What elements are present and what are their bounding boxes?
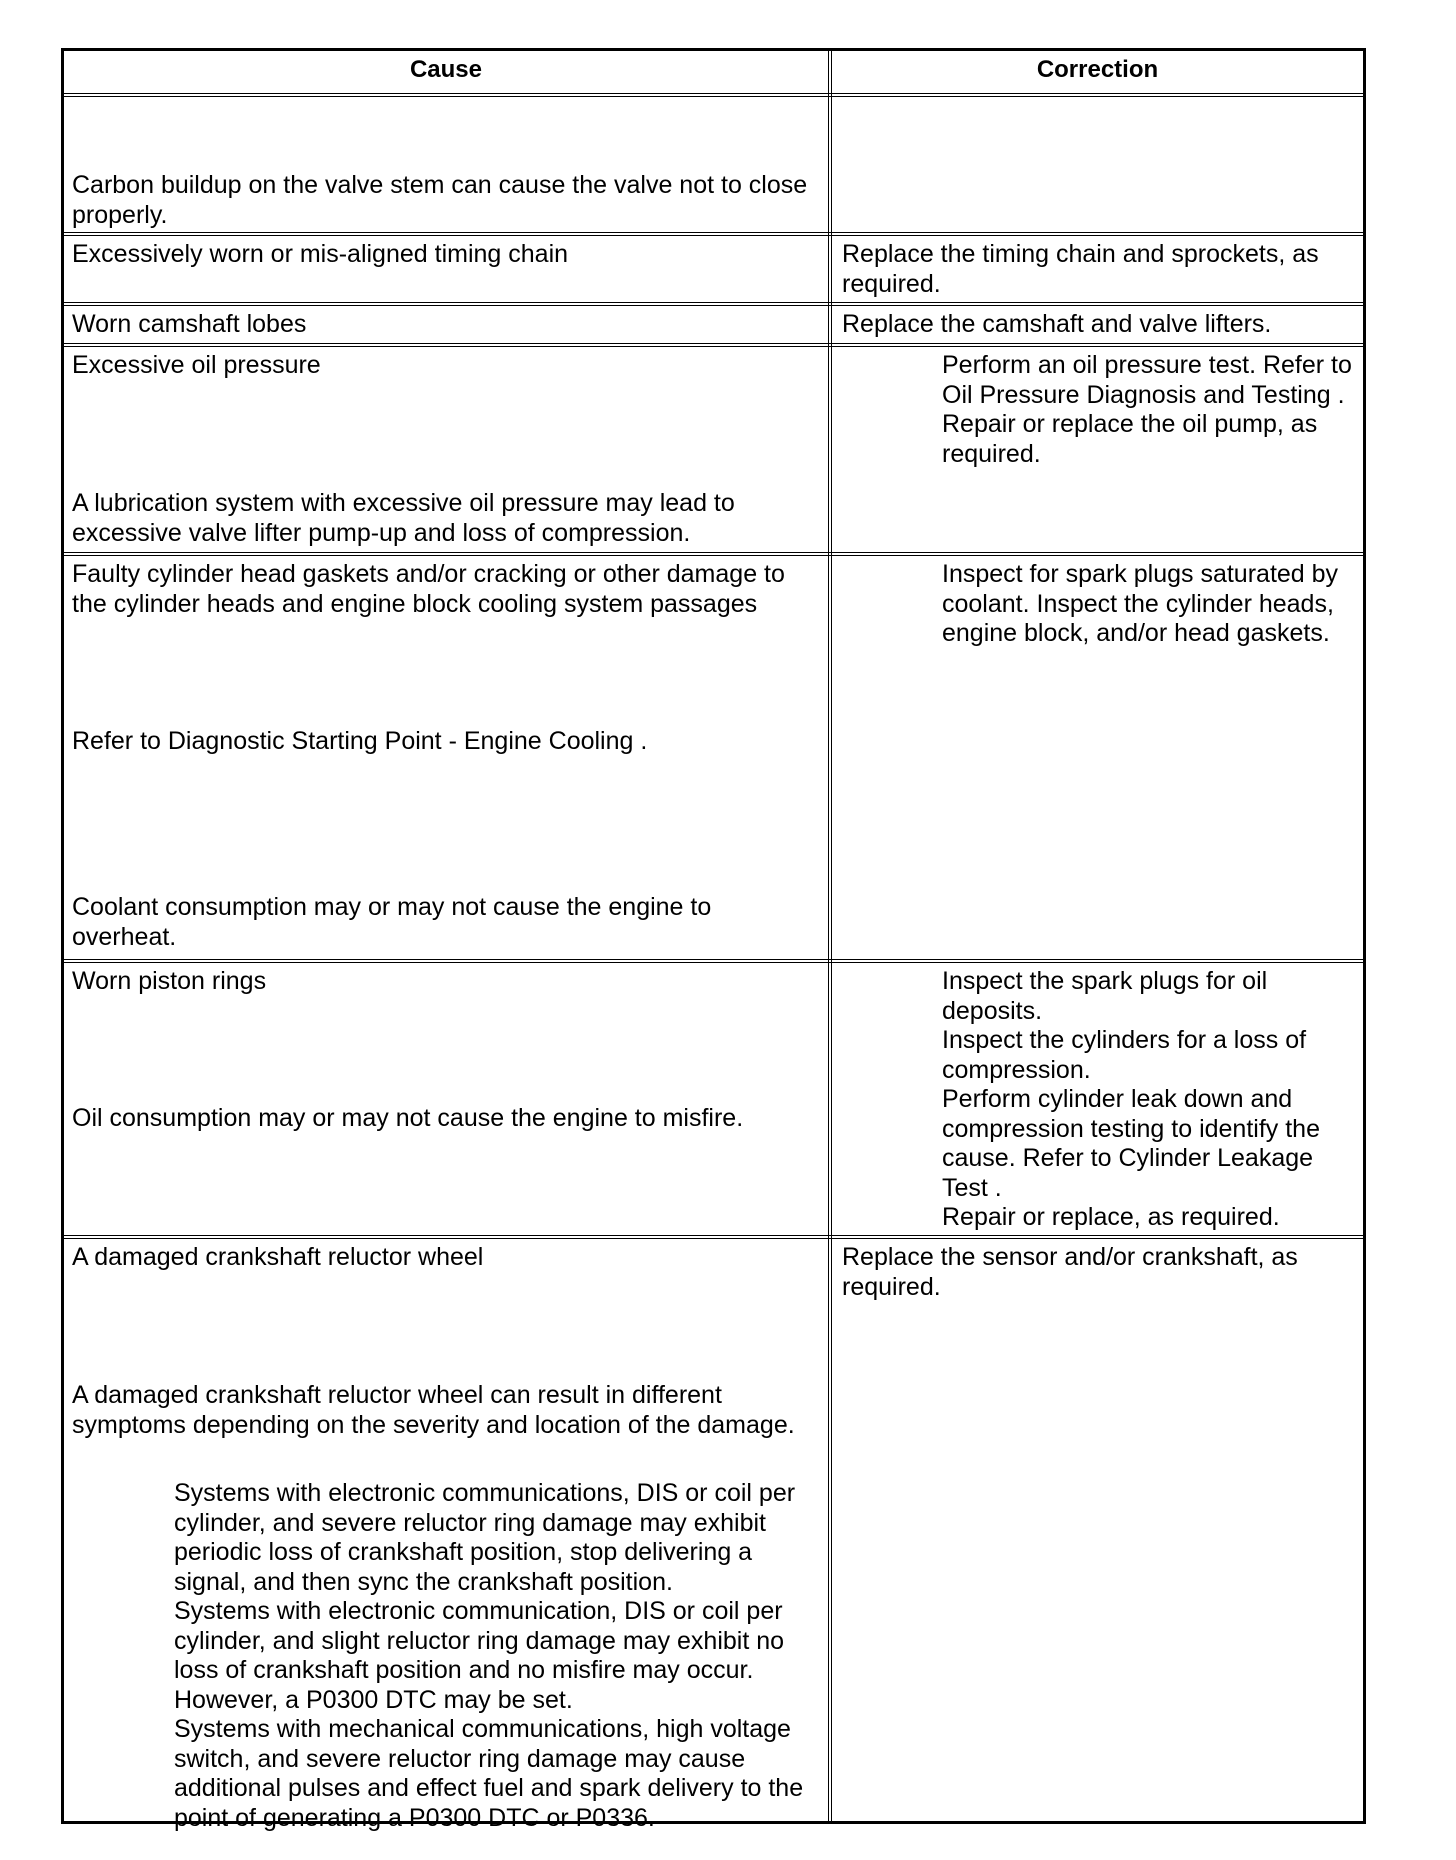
cause-cell (64, 556, 828, 959)
cause-note: A damaged crankshaft reluctor wheel can result in different symptoms depending on the severity and location of the damage. (72, 1381, 795, 1439)
correction-cell (834, 556, 1363, 959)
correction-cell (834, 97, 1363, 232)
table-row (64, 236, 1363, 306)
cause-note: Refer to Diagnostic Starting Point - Engine Cooling . (72, 727, 648, 755)
table-row (64, 963, 1363, 1239)
table-row (64, 347, 1363, 556)
diagnostic-table (61, 48, 1366, 1832)
cause-detail: Systems with electronic communications, DIS or coil per cylinder, and severe reluctor ring damage may exhibit periodic loss of crankshaft position, stop delivering a signal, and then sync the crankshaft position. (174, 1479, 796, 1596)
header-cause: Cause (409, 56, 483, 83)
cause-detail: Systems with electronic communication, DIS or coil per cylinder, and slight reluctor ring damage may exhibit no loss of crankshaft position and no misfire may occur. However, a P0300 DTC may be set. (174, 1597, 785, 1714)
cause-cell (64, 1239, 828, 1832)
cause-text: Faulty cylinder head gaskets and/or cracking or other damage to the cylinder heads and engine block cooling system passages (72, 560, 785, 618)
cause-detail: Systems with mechanical communications, high voltage switch, and severe reluctor ring damage may cause additional pulses and effect fuel and spark delivery to the point of generating a P0300 DTC or P0336. (174, 1715, 804, 1832)
table-header-row (64, 51, 1363, 97)
cause-text: Excessive oil pressure (72, 351, 321, 379)
cause-text: Excessively worn or mis-aligned timing chain (72, 240, 569, 268)
correction-step: Perform an oil pressure test. Refer to Oil Pressure Diagnosis and Testing . (942, 351, 1352, 409)
correction-text: Replace the sensor and/or crankshaft, as required. (842, 1243, 1298, 1301)
correction-step: Perform cylinder leak down and compression testing to identify the cause. Refer to Cylinder Leakage Test . (942, 1085, 1320, 1202)
cause-note: A lubrication system with excessive oil pressure may lead to excessive valve lifter pump-up and loss of compression. (72, 489, 735, 547)
correction-step: Inspect the spark plugs for oil deposits. (942, 967, 1268, 1025)
cause-note: Coolant consumption may or may not cause the engine to overheat. (72, 893, 712, 951)
cause-text: Worn piston rings (72, 967, 267, 995)
table-row (64, 1239, 1363, 1832)
cause-cell (64, 236, 828, 302)
correction-cell (834, 347, 1363, 552)
cause-text: Worn camshaft lobes (72, 310, 307, 338)
cause-note: Oil consumption may or may not cause the engine to misfire. (72, 1104, 744, 1132)
table-row (64, 97, 1363, 236)
table-row (64, 556, 1363, 963)
correction-step: Repair or replace the oil pump, as required. (942, 410, 1318, 468)
correction-cell (834, 236, 1363, 302)
correction-step: Inspect for spark plugs saturated by coolant. Inspect the cylinder heads, engine block, and/or head gaskets. (942, 560, 1339, 647)
cause-cell (64, 306, 828, 343)
cause-cell (64, 97, 828, 232)
correction-step: Inspect the cylinders for a loss of compression. (942, 1026, 1307, 1084)
header-correction: Correction (1036, 56, 1159, 83)
cause-cell (64, 963, 828, 1235)
cause-cell (64, 347, 828, 552)
correction-step: Repair or replace, as required. (942, 1203, 1280, 1231)
cause-text: A damaged crankshaft reluctor wheel (72, 1243, 484, 1271)
correction-text: Replace the timing chain and sprockets, as required. (842, 240, 1319, 298)
cause-text: Carbon buildup on the valve stem can cause the valve not to close properly. (72, 171, 808, 229)
correction-text: Replace the camshaft and valve lifters. (842, 310, 1272, 338)
correction-cell (834, 963, 1363, 1235)
correction-cell (834, 1239, 1363, 1821)
table-row (64, 306, 1363, 347)
correction-cell (834, 306, 1363, 343)
